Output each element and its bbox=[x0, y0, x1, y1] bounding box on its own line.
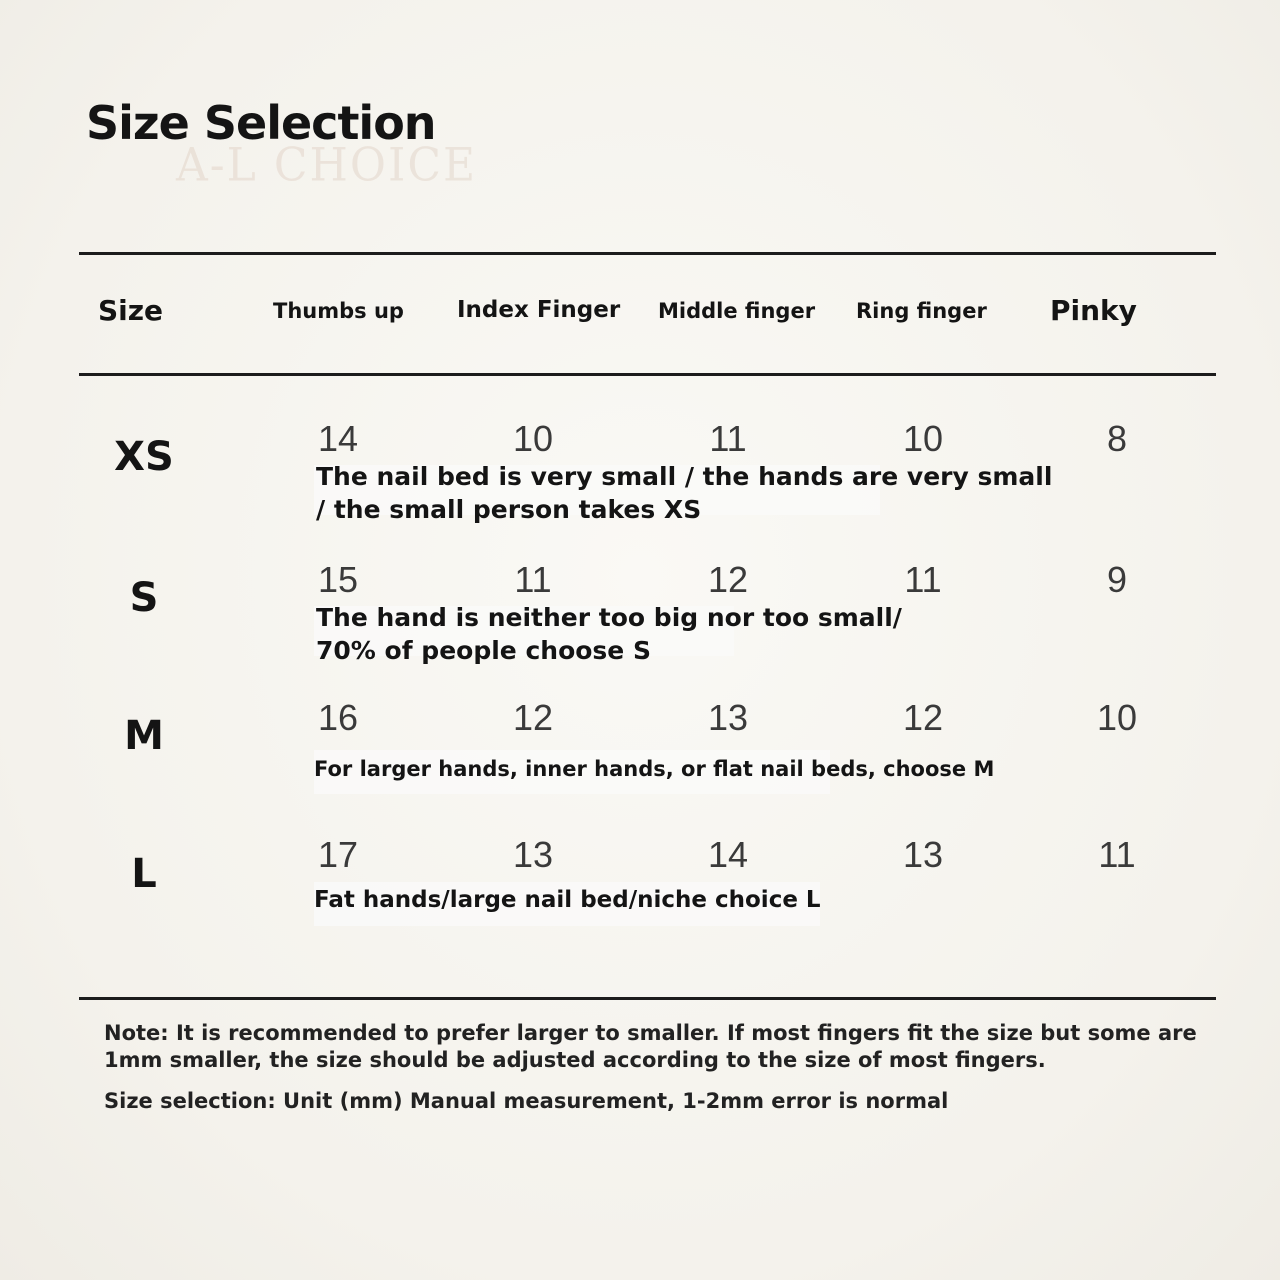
header-middle: Middle finger bbox=[658, 299, 816, 323]
table-bottom-rule bbox=[79, 997, 1216, 1000]
value-m-index: 12 bbox=[512, 697, 554, 738]
header-pinky: Pinky bbox=[1050, 294, 1137, 327]
note-l: Fat hands/large nail bed/niche choice L bbox=[314, 887, 821, 913]
value-m-middle: 13 bbox=[707, 697, 749, 738]
value-s-index: 11 bbox=[514, 559, 552, 600]
value-s-ring: 11 bbox=[904, 559, 942, 600]
footer-note: Note: It is recommended to prefer larger to smaller. If most fingers fit the size but some are 1mm smaller, the size should be adjusted according to the size of most fingers. bbox=[104, 1021, 1197, 1072]
value-l-middle: 14 bbox=[707, 834, 749, 875]
value-l-pinky: 11 bbox=[1098, 834, 1136, 875]
value-m-pinky: 10 bbox=[1096, 697, 1138, 738]
note-s: The hand is neither too big nor too small/ 70% of people choose S bbox=[316, 603, 902, 665]
table-top-rule bbox=[79, 252, 1216, 255]
value-xs-index: 10 bbox=[512, 418, 554, 459]
header-size: Size bbox=[98, 294, 164, 327]
header-ring: Ring finger bbox=[856, 299, 987, 323]
value-m-ring: 12 bbox=[902, 697, 944, 738]
value-xs-middle: 11 bbox=[709, 418, 747, 459]
value-xs-pinky: 8 bbox=[1106, 418, 1128, 459]
header-thumb: Thumbs up bbox=[273, 299, 404, 323]
value-m-thumb: 16 bbox=[317, 697, 359, 738]
footer-unit: Size selection: Unit (mm) Manual measurement, 1-2mm error is normal bbox=[104, 1089, 949, 1113]
value-s-middle: 12 bbox=[707, 559, 749, 600]
value-l-index: 13 bbox=[512, 834, 554, 875]
value-l-ring: 13 bbox=[902, 834, 944, 875]
value-xs-thumb: 14 bbox=[317, 418, 359, 459]
value-s-pinky: 9 bbox=[1106, 559, 1128, 600]
page-title: Size Selection bbox=[86, 96, 436, 150]
row-label-xs: XS bbox=[114, 434, 174, 480]
note-m: For larger hands, inner hands, or flat nail beds, choose M bbox=[314, 757, 995, 781]
value-s-thumb: 15 bbox=[317, 559, 359, 600]
row-label-l: L bbox=[131, 851, 157, 897]
value-l-thumb: 17 bbox=[317, 834, 359, 875]
value-xs-ring: 10 bbox=[902, 418, 944, 459]
header-bottom-rule bbox=[79, 373, 1216, 376]
header-index: Index Finger bbox=[457, 297, 621, 323]
brand-watermark: A-L CHOICE bbox=[176, 138, 478, 193]
note-xs: The nail bed is very small / the hands are very small / the small person takes XS bbox=[316, 462, 1053, 524]
row-label-m: M bbox=[124, 713, 164, 759]
row-label-s: S bbox=[129, 575, 159, 621]
